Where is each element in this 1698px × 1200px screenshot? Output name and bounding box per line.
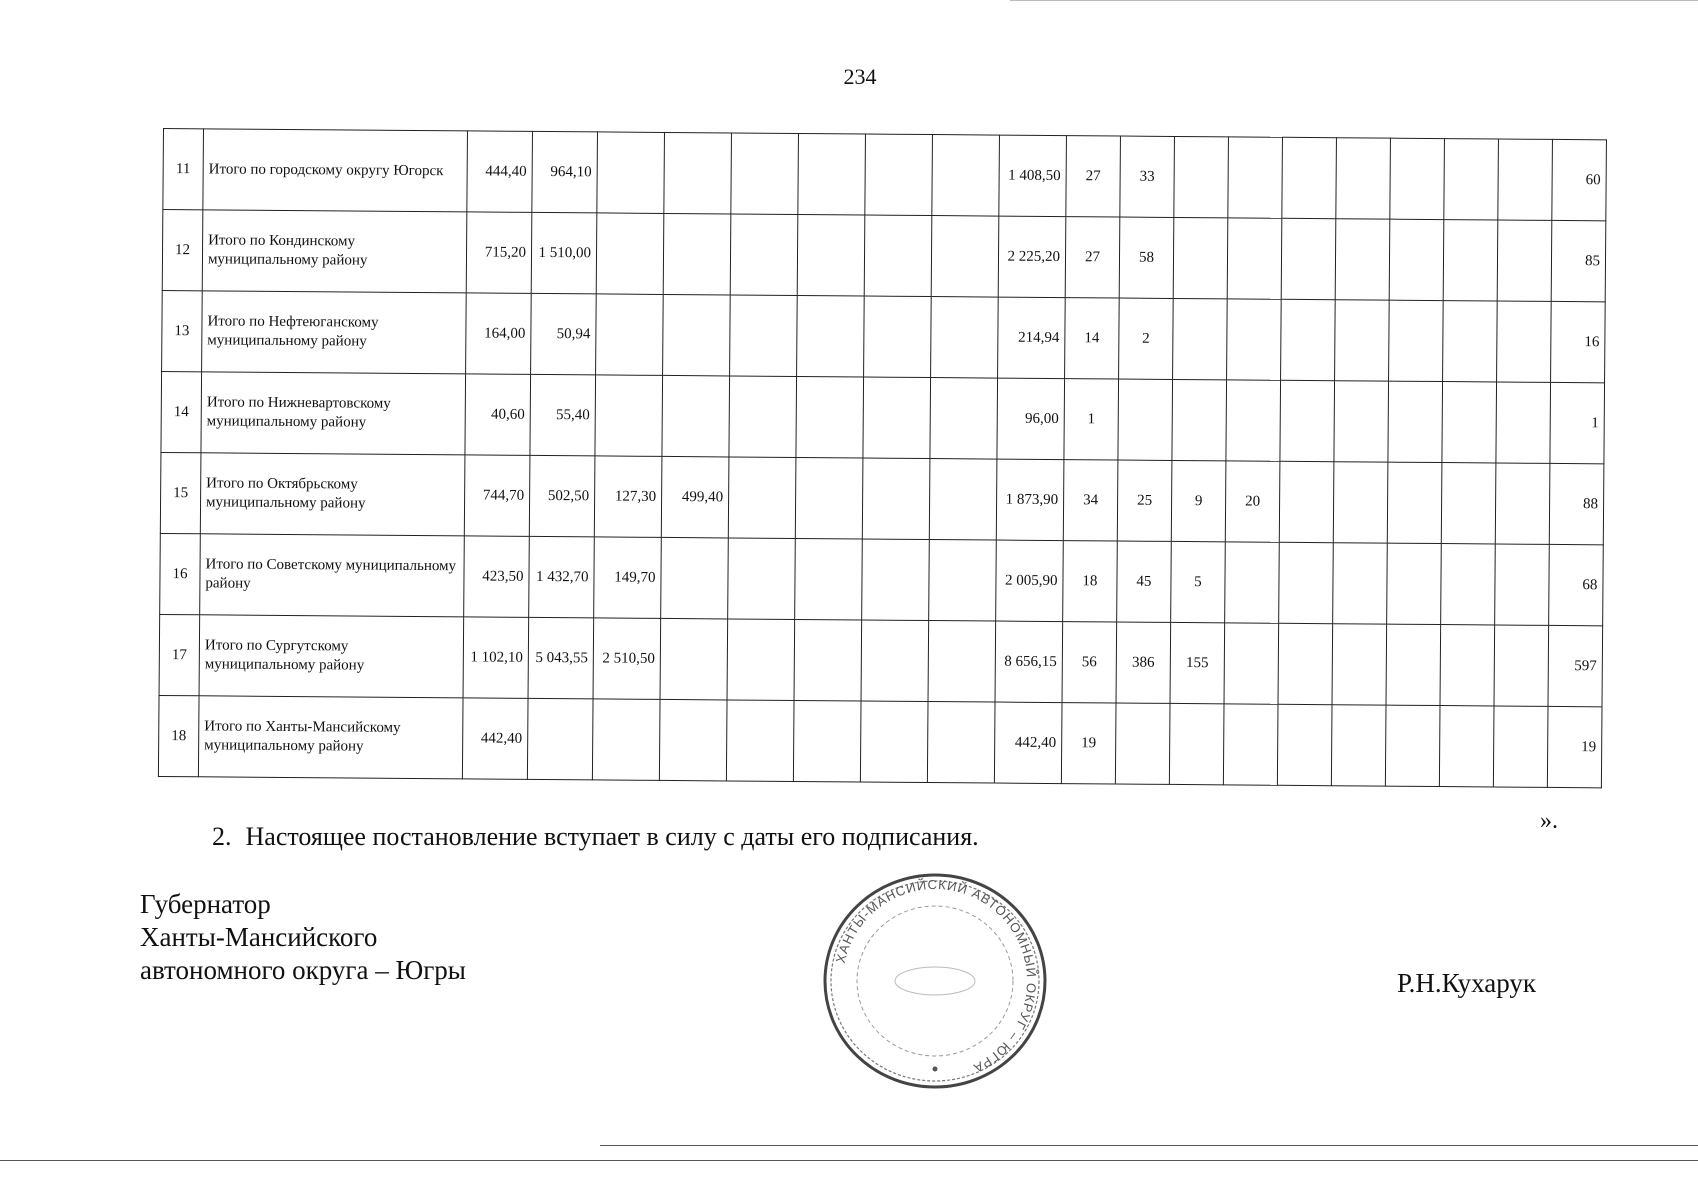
cell-k1: 27 — [1066, 136, 1121, 217]
cell-c3: 127,30 — [594, 456, 662, 538]
cell-empty — [1498, 139, 1553, 220]
cell-empty — [795, 538, 863, 620]
cell-empty — [1443, 301, 1498, 382]
svg-text:ХАНТЫ-МАНСИЙСКИЙ АВТОНОМНЫЙ ОК — [833, 877, 1039, 1076]
cell-total: 214,94 — [998, 297, 1066, 379]
cell-empty — [930, 378, 998, 460]
cell-c4 — [659, 699, 727, 781]
cell-k1: 34 — [1063, 460, 1118, 541]
data-table — [158, 128, 1607, 788]
table-row — [163, 129, 1607, 221]
table-row — [161, 371, 1605, 463]
table-row — [162, 210, 1606, 302]
cell-c4 — [663, 294, 731, 376]
cell-c1: 744,70 — [464, 455, 530, 537]
cell-empty — [1278, 623, 1333, 704]
cell-empty — [1493, 706, 1548, 787]
cell-sum: 16 — [1551, 301, 1606, 382]
official-seal — [822, 872, 1048, 1090]
cell-empty — [927, 702, 995, 784]
cell-c2: 55,40 — [530, 374, 596, 456]
cell-c1: 164,00 — [466, 293, 532, 375]
cell-num: 13 — [162, 290, 203, 371]
cell-k3 — [1174, 136, 1229, 217]
cell-k2: 25 — [1117, 460, 1172, 541]
footer-scan-line — [600, 1145, 1698, 1146]
cell-k4 — [1227, 299, 1282, 380]
cell-empty — [1495, 463, 1550, 544]
cell-name: Итого по Нижневартовскому муниципальному району — [201, 372, 466, 455]
signatory-title-line: Губернатор — [140, 889, 271, 919]
cell-empty — [727, 619, 795, 701]
cell-empty — [1440, 625, 1495, 706]
cell-total: 2 005,90 — [996, 540, 1064, 622]
cell-empty — [1335, 300, 1390, 381]
signatory-title — [140, 888, 466, 987]
cell-k2: 45 — [1117, 541, 1172, 622]
cell-sum: 19 — [1547, 706, 1602, 787]
cell-k4 — [1226, 380, 1281, 461]
cell-k2: 58 — [1119, 217, 1174, 298]
cell-k1: 27 — [1065, 217, 1120, 298]
clause-number: 2. — [212, 822, 232, 851]
cell-c1: 442,40 — [462, 698, 528, 780]
cell-num: 12 — [162, 210, 203, 291]
cell-sum: 85 — [1551, 220, 1606, 301]
cell-empty — [860, 701, 928, 783]
cell-c4 — [663, 213, 731, 295]
cell-num: 14 — [161, 371, 202, 452]
cell-c3 — [596, 294, 664, 376]
cell-empty — [864, 296, 932, 378]
cell-k3: 9 — [1171, 460, 1226, 541]
cell-k1: 56 — [1062, 622, 1117, 703]
cell-empty — [863, 377, 931, 459]
cell-empty — [793, 700, 861, 782]
cell-total: 8 656,15 — [995, 621, 1063, 703]
cell-empty — [728, 457, 796, 539]
cell-empty — [729, 376, 797, 458]
cell-k4 — [1223, 704, 1278, 785]
cell-empty — [1387, 462, 1442, 543]
cell-num: 16 — [160, 533, 201, 614]
table-row — [160, 533, 1604, 625]
cell-num: 11 — [163, 129, 204, 210]
cell-k1: 19 — [1061, 703, 1116, 784]
cell-c2: 50,94 — [531, 293, 597, 375]
cell-empty — [1279, 461, 1334, 542]
page-number: 234 — [843, 64, 877, 89]
cell-k2 — [1115, 703, 1170, 784]
cell-empty — [1389, 300, 1444, 381]
cell-k3: 5 — [1171, 541, 1226, 622]
cell-k2: 386 — [1116, 622, 1171, 703]
cell-empty — [861, 620, 929, 702]
footer-scan-line — [0, 1160, 1698, 1161]
clause-text: Настоящее постановление вступает в силу с даты его подписания. — [245, 822, 979, 851]
cell-sum: 60 — [1552, 139, 1607, 220]
cell-empty — [730, 214, 798, 296]
cell-empty — [798, 133, 866, 215]
cell-name: Итого по городскому округу Югорск — [203, 129, 468, 212]
cell-empty — [797, 295, 865, 377]
cell-empty — [865, 134, 933, 216]
cell-k4 — [1224, 623, 1279, 704]
cell-empty — [1333, 543, 1388, 624]
cell-sum: 68 — [1549, 544, 1604, 625]
cell-c1: 40,60 — [465, 374, 531, 456]
cell-empty — [929, 459, 997, 541]
cell-empty — [1442, 382, 1497, 463]
cell-total: 1 408,50 — [999, 135, 1067, 217]
cell-num: 15 — [160, 452, 201, 533]
clause-2 — [212, 822, 979, 852]
cell-empty — [1281, 299, 1336, 380]
cell-empty — [1334, 381, 1389, 462]
cell-c1: 444,40 — [467, 131, 533, 213]
cell-total: 96,00 — [997, 378, 1065, 460]
cell-empty — [1441, 463, 1496, 544]
cell-k3 — [1172, 379, 1227, 460]
cell-num: 18 — [158, 695, 199, 776]
cell-c1: 423,50 — [464, 536, 530, 618]
cell-c3: 2 510,50 — [593, 618, 661, 700]
cell-empty — [1332, 624, 1387, 705]
cell-empty — [794, 619, 862, 701]
cell-empty — [796, 376, 864, 458]
cell-empty — [1277, 704, 1332, 785]
cell-c1: 1 102,10 — [463, 617, 529, 699]
cell-empty — [862, 458, 930, 540]
table-row — [162, 290, 1606, 382]
cell-c2: 1 510,00 — [531, 212, 597, 294]
cell-name: Итого по Нефтеюганскому муниципальному району — [202, 291, 467, 374]
cell-c3 — [595, 375, 663, 457]
cell-name: Итого по Сургутскому муниципальному району — [199, 615, 464, 698]
cell-c3: 149,70 — [594, 537, 662, 619]
cell-k3 — [1173, 298, 1228, 379]
table-row — [158, 695, 1602, 787]
cell-empty — [931, 216, 999, 298]
cell-sum: 597 — [1548, 625, 1603, 706]
closing-quote: ». — [1540, 808, 1558, 834]
cell-empty — [931, 297, 999, 379]
cell-total: 1 873,90 — [996, 459, 1064, 541]
cell-empty — [795, 457, 863, 539]
table-row — [159, 614, 1603, 706]
cell-k4: 20 — [1225, 461, 1280, 542]
header-scan-line — [1010, 0, 1698, 1]
cell-empty — [726, 700, 794, 782]
cell-empty — [1282, 137, 1337, 218]
cell-empty — [932, 135, 1000, 217]
cell-empty — [731, 133, 799, 215]
cell-empty — [1387, 543, 1442, 624]
cell-k1: 18 — [1063, 541, 1118, 622]
cell-empty — [1496, 382, 1551, 463]
cell-empty — [1443, 220, 1498, 301]
cell-empty — [1389, 219, 1444, 300]
cell-name: Итого по Ханты-Мансийскому муниципальному району — [198, 696, 463, 779]
cell-empty — [1386, 624, 1441, 705]
cell-empty — [929, 540, 997, 622]
cell-empty — [1280, 380, 1335, 461]
cell-empty — [730, 295, 798, 377]
cell-sum: 1 — [1550, 382, 1605, 463]
cell-k3 — [1169, 703, 1224, 784]
signatory-title-line: автономного округа – Югры — [140, 955, 466, 985]
cell-c3 — [597, 132, 665, 214]
cell-k3 — [1173, 217, 1228, 298]
cell-c4 — [661, 537, 729, 619]
cell-empty — [1494, 625, 1549, 706]
cell-name: Итого по Октябрьскому муниципальному району — [200, 453, 465, 536]
cell-c3 — [592, 699, 660, 781]
cell-empty — [1279, 542, 1334, 623]
cell-empty — [1495, 544, 1550, 625]
cell-empty — [797, 214, 865, 296]
cell-empty — [1281, 218, 1336, 299]
cell-c4: 499,40 — [661, 456, 729, 538]
cell-c2: 5 043,55 — [528, 617, 594, 699]
cell-empty — [1441, 544, 1496, 625]
cell-k2: 2 — [1119, 298, 1174, 379]
signatory-title-line: Ханты-Мансийского — [140, 922, 378, 952]
cell-k1: 1 — [1064, 379, 1119, 460]
cell-c2: 502,50 — [529, 455, 595, 537]
cell-c1: 715,20 — [466, 212, 532, 294]
cell-empty — [928, 621, 996, 703]
cell-k3: 155 — [1170, 622, 1225, 703]
cell-empty — [862, 539, 930, 621]
cell-empty — [1385, 705, 1440, 786]
cell-c2: 964,10 — [532, 131, 598, 213]
cell-empty — [1331, 705, 1386, 786]
seal-text: ХАНТЫ-МАНСИЙСКИЙ АВТОНОМНЫЙ ОКРУГ – ЮГРА — [832, 876, 1040, 1077]
cell-empty — [1335, 219, 1390, 300]
cell-k2: 33 — [1120, 136, 1175, 217]
signatory-name: Р.Н.Кухарук — [1397, 968, 1537, 998]
cell-empty — [1390, 138, 1445, 219]
cell-k2 — [1118, 379, 1173, 460]
cell-empty — [1497, 301, 1552, 382]
cell-empty — [1333, 462, 1388, 543]
cell-k4 — [1228, 137, 1283, 218]
cell-k4 — [1227, 218, 1282, 299]
cell-empty — [1388, 381, 1443, 462]
cell-empty — [1336, 138, 1391, 219]
cell-c2: 1 432,70 — [529, 536, 595, 618]
table-row — [160, 452, 1604, 544]
cell-k4 — [1225, 542, 1280, 623]
cell-sum: 88 — [1549, 463, 1604, 544]
cell-c2 — [527, 698, 593, 780]
cell-c4 — [664, 132, 732, 214]
cell-empty — [1444, 139, 1499, 220]
cell-total: 442,40 — [994, 702, 1062, 784]
cell-c4 — [662, 375, 730, 457]
cell-empty — [864, 215, 932, 297]
cell-empty — [728, 538, 796, 620]
cell-empty — [1497, 220, 1552, 301]
cell-name: Итого по Кондинскому муниципальному району — [202, 210, 467, 293]
cell-total: 2 225,20 — [998, 216, 1066, 298]
cell-c4 — [660, 618, 728, 700]
cell-empty — [1439, 706, 1494, 787]
cell-k1: 14 — [1065, 298, 1120, 379]
cell-num: 17 — [159, 614, 200, 695]
cell-c3 — [596, 213, 664, 295]
cell-name: Итого по Советскому муниципальному району — [200, 534, 465, 617]
